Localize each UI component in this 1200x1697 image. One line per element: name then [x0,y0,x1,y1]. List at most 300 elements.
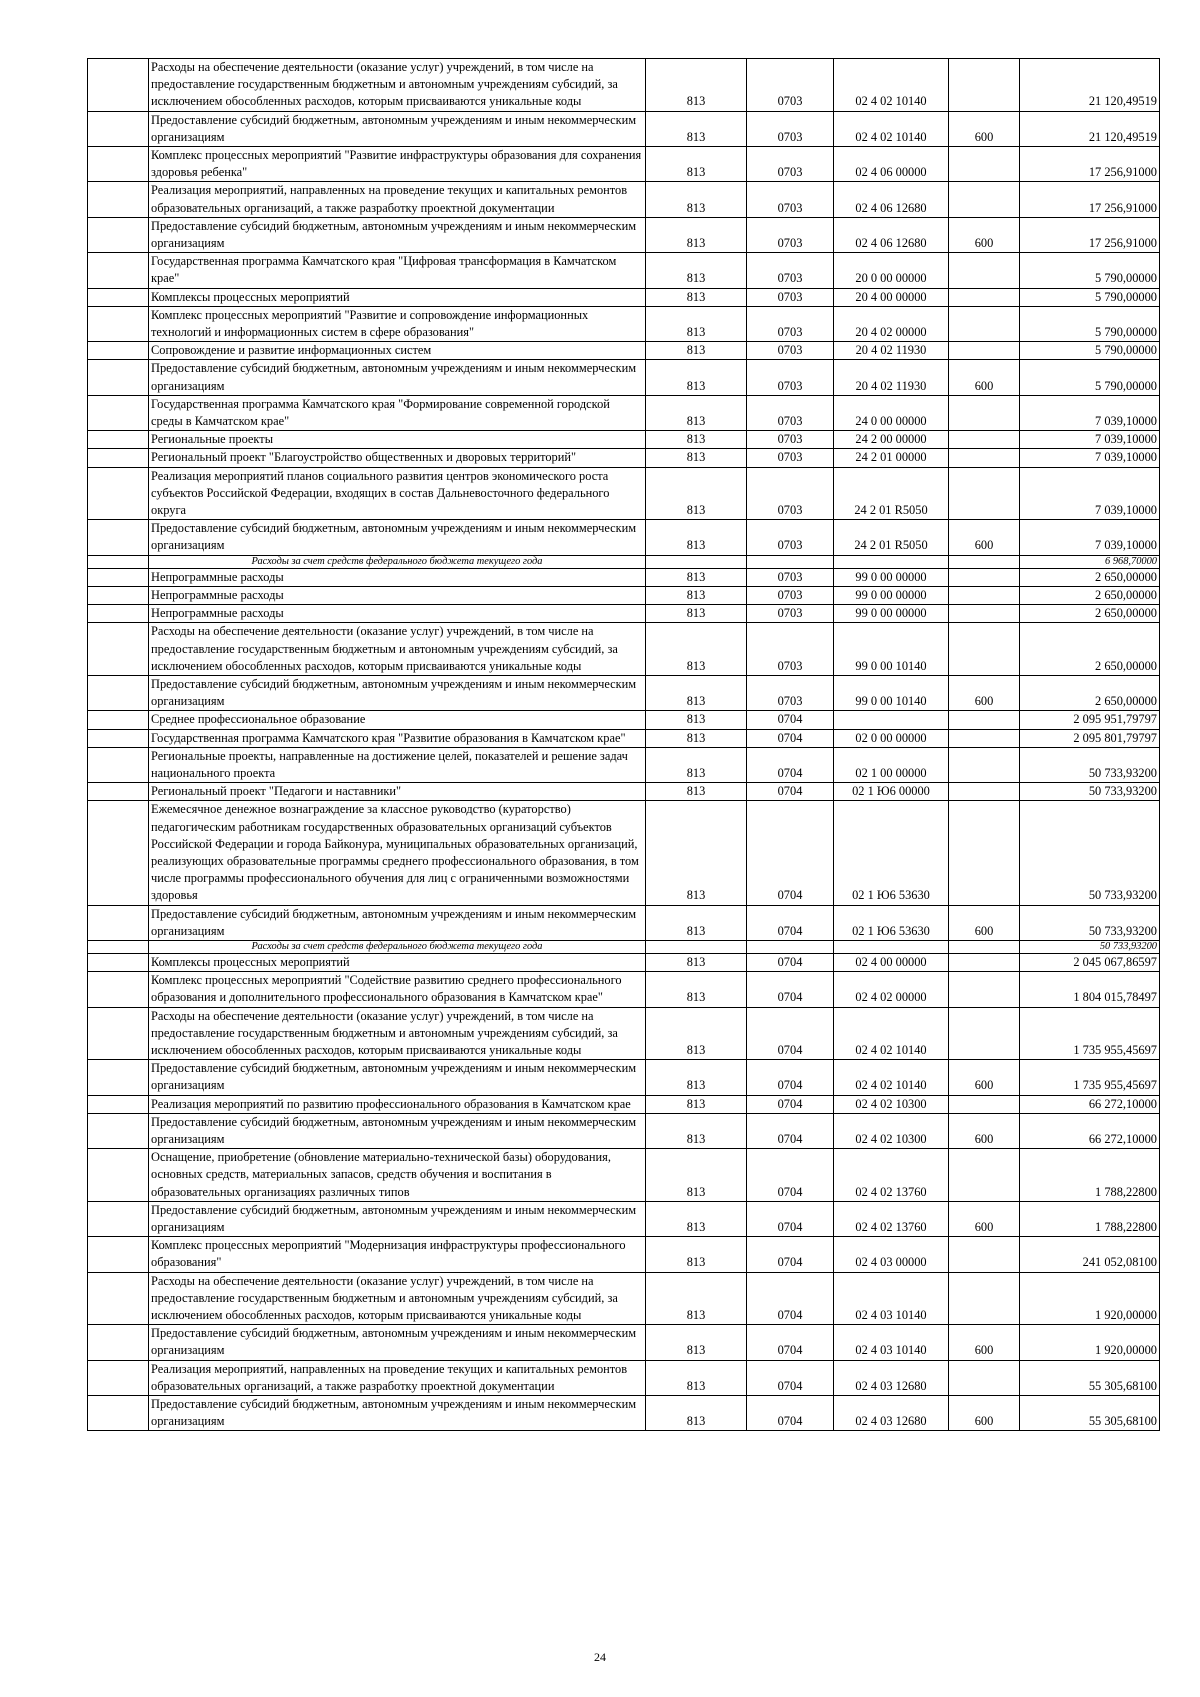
row-section-code-cell: 0704 [747,747,834,782]
row-admin-code-cell: 813 [646,801,747,905]
row-admin-code-cell: 813 [646,306,747,341]
row-admin-code-cell: 813 [646,520,747,555]
row-section-code-cell: 0703 [747,253,834,288]
row-admin-code-cell: 813 [646,395,747,430]
row-admin-code-cell: 813 [646,467,747,520]
row-amount-cell: 66 272,10000 [1020,1095,1160,1113]
table-row [88,360,1160,395]
table-row [88,711,1160,729]
row-target-code-cell: 24 2 01 R5050 [834,467,949,520]
row-expense-type-cell: 600 [949,111,1020,146]
row-name-cell: Предоставление субсидий бюджетным, автономным учреждениям и иным некоммерческим организациям [149,111,646,146]
row-target-code-cell: 02 4 03 12680 [834,1360,949,1395]
row-target-code-cell [834,555,949,568]
row-target-code-cell: 02 1 Ю6 53630 [834,801,949,905]
row-admin-code-cell [646,940,747,953]
row-name-cell: Комплекс процессных мероприятий "Развитие и сопровождение информационных технологий и информационных систем в сфере образования" [149,306,646,341]
row-section-code-cell: 0703 [747,147,834,182]
row-name-cell: Предоставление субсидий бюджетным, автономным учреждениям и иным некоммерческим организациям [149,1201,646,1236]
row-expense-type-cell [949,147,1020,182]
table-row [88,586,1160,604]
row-expense-type-cell [949,1095,1020,1113]
row-section-code-cell: 0703 [747,605,834,623]
row-blank-cell [88,59,149,112]
row-section-code-cell: 0704 [747,1237,834,1272]
row-admin-code-cell: 813 [646,1272,747,1325]
row-amount-cell: 1 735 955,45697 [1020,1060,1160,1095]
table-row [88,783,1160,801]
row-expense-type-cell [949,568,1020,586]
row-amount-cell: 7 039,10000 [1020,431,1160,449]
row-name-cell: Предоставление субсидий бюджетным, автономным учреждениям и иным некоммерческим организациям [149,217,646,252]
row-blank-cell [88,1060,149,1095]
row-blank-cell [88,253,149,288]
row-section-code-cell: 0703 [747,449,834,467]
table-row [88,953,1160,971]
row-amount-cell: 1 804 015,78497 [1020,972,1160,1007]
row-section-code-cell: 0703 [747,182,834,217]
table-row [88,568,1160,586]
row-section-code-cell: 0704 [747,801,834,905]
row-target-code-cell: 02 1 00 00000 [834,747,949,782]
row-expense-type-cell [949,940,1020,953]
row-admin-code-cell: 813 [646,449,747,467]
row-admin-code-cell: 813 [646,605,747,623]
row-target-code-cell: 99 0 00 00000 [834,586,949,604]
table-row [88,747,1160,782]
row-amount-cell: 50 733,93200 [1020,747,1160,782]
row-name-cell: Комплекс процессных мероприятий "Содействие развитию среднего профессионального образования и дополнительного профессионального образования в Камчатском крае" [149,972,646,1007]
row-section-code-cell: 0703 [747,59,834,112]
row-name-cell: Расходы за счет средств федерального бюджета текущего года [149,555,646,568]
row-blank-cell [88,306,149,341]
row-section-code-cell: 0704 [747,1149,834,1202]
row-name-cell: Предоставление субсидий бюджетным, автономным учреждениям и иным некоммерческим организациям [149,905,646,940]
row-amount-cell: 21 120,49519 [1020,111,1160,146]
row-name-cell: Государственная программа Камчатского края "Формирование современной городской среды в Камчатском крае" [149,395,646,430]
table-row [88,467,1160,520]
row-amount-cell: 17 256,91000 [1020,182,1160,217]
row-target-code-cell: 99 0 00 00000 [834,605,949,623]
row-blank-cell [88,449,149,467]
row-blank-cell [88,1360,149,1395]
row-admin-code-cell: 813 [646,1396,747,1431]
row-blank-cell [88,217,149,252]
row-blank-cell [88,1396,149,1431]
row-name-cell: Государственная программа Камчатского края "Развитие образования в Камчатском крае" [149,729,646,747]
row-amount-cell: 7 039,10000 [1020,467,1160,520]
row-expense-type-cell [949,729,1020,747]
row-section-code-cell: 0704 [747,729,834,747]
row-admin-code-cell: 813 [646,1113,747,1148]
row-admin-code-cell: 813 [646,253,747,288]
row-admin-code-cell: 813 [646,431,747,449]
row-expense-type-cell [949,467,1020,520]
row-amount-cell: 50 733,93200 [1020,801,1160,905]
row-name-cell: Непрограммные расходы [149,586,646,604]
row-name-cell: Среднее профессиональное образование [149,711,646,729]
row-section-code-cell: 0703 [747,111,834,146]
row-blank-cell [88,1149,149,1202]
table-row [88,182,1160,217]
row-admin-code-cell: 813 [646,360,747,395]
row-target-code-cell: 20 4 02 11930 [834,360,949,395]
row-amount-cell: 2 650,00000 [1020,586,1160,604]
row-name-cell: Реализация мероприятий по развитию профессионального образования в Камчатском крае [149,1095,646,1113]
federal-budget-note-row [88,555,1160,568]
row-amount-cell: 50 733,93200 [1020,905,1160,940]
row-name-cell: Реализация мероприятий, направленных на проведение текущих и капитальных ремонтов образовательных организаций, а также разработку проектной документации [149,1360,646,1395]
row-expense-type-cell [949,182,1020,217]
row-target-code-cell: 24 2 00 00000 [834,431,949,449]
row-blank-cell [88,342,149,360]
row-amount-cell: 1 735 955,45697 [1020,1007,1160,1060]
table-row [88,1201,1160,1236]
row-expense-type-cell: 600 [949,905,1020,940]
row-amount-cell: 1 788,22800 [1020,1201,1160,1236]
row-name-cell: Региональный проект "Педагоги и наставники" [149,783,646,801]
table-row [88,1007,1160,1060]
row-expense-type-cell [949,1149,1020,1202]
row-name-cell: Региональный проект "Благоустройство общественных и дворовых территорий" [149,449,646,467]
row-blank-cell [88,182,149,217]
row-target-code-cell: 02 1 Ю6 53630 [834,905,949,940]
row-admin-code-cell: 813 [646,953,747,971]
row-admin-code-cell: 813 [646,147,747,182]
row-name-cell: Комплекс процессных мероприятий "Развитие инфраструктуры образования для сохранения здоровья ребенка" [149,147,646,182]
row-section-code-cell: 0704 [747,905,834,940]
row-expense-type-cell [949,623,1020,676]
row-admin-code-cell: 813 [646,1237,747,1272]
row-target-code-cell: 24 2 01 00000 [834,449,949,467]
row-section-code-cell: 0703 [747,431,834,449]
row-amount-cell: 5 790,00000 [1020,288,1160,306]
row-section-code-cell: 0703 [747,306,834,341]
row-name-cell: Ежемесячное денежное вознаграждение за классное руководство (кураторство) педагогическим работникам государственных образовательных организаций субъектов Российской Федерации и города Байконура, муниципальных образовательных организаций, реализующих образовательные программы среднего профессионального образования, в том числе программы профессионального обучения для лиц с ограниченными возможностями здоровья [149,801,646,905]
row-expense-type-cell [949,449,1020,467]
row-amount-cell: 6 968,70000 [1020,555,1160,568]
table-row [88,1237,1160,1272]
row-target-code-cell: 02 4 03 10140 [834,1272,949,1325]
row-section-code-cell: 0703 [747,623,834,676]
row-amount-cell: 241 052,08100 [1020,1237,1160,1272]
row-target-code-cell: 20 4 00 00000 [834,288,949,306]
row-blank-cell [88,1325,149,1360]
row-name-cell: Предоставление субсидий бюджетным, автономным учреждениям и иным некоммерческим организациям [149,520,646,555]
row-expense-type-cell: 600 [949,1396,1020,1431]
row-admin-code-cell: 813 [646,747,747,782]
row-target-code-cell: 02 0 00 00000 [834,729,949,747]
row-blank-cell [88,675,149,710]
row-name-cell: Предоставление субсидий бюджетным, автономным учреждениям и иным некоммерческим организациям [149,1060,646,1095]
row-expense-type-cell [949,431,1020,449]
row-target-code-cell: 20 4 02 00000 [834,306,949,341]
row-section-code-cell: 0703 [747,395,834,430]
row-admin-code-cell: 813 [646,288,747,306]
row-amount-cell: 55 305,68100 [1020,1360,1160,1395]
row-admin-code-cell: 813 [646,711,747,729]
row-amount-cell: 55 305,68100 [1020,1396,1160,1431]
row-admin-code-cell: 813 [646,675,747,710]
row-admin-code-cell: 813 [646,729,747,747]
row-expense-type-cell [949,1237,1020,1272]
row-section-code-cell: 0703 [747,675,834,710]
row-expense-type-cell [949,342,1020,360]
row-amount-cell: 5 790,00000 [1020,306,1160,341]
row-section-code-cell: 0704 [747,1007,834,1060]
row-expense-type-cell [949,1360,1020,1395]
row-amount-cell: 2 650,00000 [1020,605,1160,623]
row-name-cell: Непрограммные расходы [149,568,646,586]
row-section-code-cell [747,940,834,953]
row-target-code-cell: 02 4 03 10140 [834,1325,949,1360]
row-section-code-cell: 0703 [747,467,834,520]
row-amount-cell: 66 272,10000 [1020,1113,1160,1148]
row-admin-code-cell: 813 [646,1007,747,1060]
row-amount-cell: 1 788,22800 [1020,1149,1160,1202]
table-row [88,1060,1160,1095]
row-target-code-cell: 02 4 02 10140 [834,1060,949,1095]
row-expense-type-cell: 600 [949,360,1020,395]
row-section-code-cell [747,555,834,568]
row-name-cell: Расходы на обеспечение деятельности (оказание услуг) учреждений, в том числе на предоставление государственным бюджетным и автономным учреждениям субсидий, за исключением обособленных расходов, которым присваиваются уникальные коды [149,623,646,676]
row-target-code-cell: 02 4 02 10300 [834,1113,949,1148]
row-blank-cell [88,623,149,676]
row-admin-code-cell: 813 [646,342,747,360]
row-section-code-cell: 0704 [747,783,834,801]
row-amount-cell: 17 256,91000 [1020,147,1160,182]
row-expense-type-cell [949,1272,1020,1325]
row-amount-cell: 50 733,93200 [1020,783,1160,801]
table-row [88,972,1160,1007]
row-target-code-cell: 02 4 02 00000 [834,972,949,1007]
row-blank-cell [88,360,149,395]
row-expense-type-cell [949,253,1020,288]
row-blank-cell [88,555,149,568]
row-name-cell: Расходы на обеспечение деятельности (оказание услуг) учреждений, в том числе на предоставление государственным бюджетным и автономным учреждениям субсидий, за исключением обособленных расходов, которым присваиваются уникальные коды [149,1272,646,1325]
row-section-code-cell: 0704 [747,1360,834,1395]
row-expense-type-cell [949,605,1020,623]
row-target-code-cell [834,940,949,953]
row-admin-code-cell: 813 [646,217,747,252]
row-amount-cell: 21 120,49519 [1020,59,1160,112]
row-blank-cell [88,801,149,905]
row-amount-cell: 1 920,00000 [1020,1272,1160,1325]
row-name-cell: Непрограммные расходы [149,605,646,623]
row-section-code-cell: 0704 [747,711,834,729]
row-expense-type-cell [949,555,1020,568]
row-name-cell: Предоставление субсидий бюджетным, автономным учреждениям и иным некоммерческим организациям [149,675,646,710]
row-admin-code-cell: 813 [646,1201,747,1236]
row-blank-cell [88,586,149,604]
row-section-code-cell: 0703 [747,342,834,360]
row-blank-cell [88,711,149,729]
row-name-cell: Оснащение, приобретение (обновление материально-технической базы) оборудования, основных средств, материальных запасов, средств обучения и воспитания в образовательных организациях различных типов [149,1149,646,1202]
table-row [88,1095,1160,1113]
row-expense-type-cell [949,1007,1020,1060]
row-admin-code-cell: 813 [646,1095,747,1113]
row-amount-cell: 5 790,00000 [1020,253,1160,288]
row-name-cell: Комплекс процессных мероприятий "Модернизация инфраструктуры профессионального образования" [149,1237,646,1272]
row-target-code-cell: 02 4 03 12680 [834,1396,949,1431]
row-name-cell: Реализация мероприятий планов социального развития центров экономического роста субъектов Российской Федерации, входящих в состав Дальневосточного федерального округа [149,467,646,520]
row-target-code-cell: 24 2 01 R5050 [834,520,949,555]
row-amount-cell: 2 650,00000 [1020,675,1160,710]
table-row [88,675,1160,710]
row-blank-cell [88,1095,149,1113]
row-blank-cell [88,783,149,801]
row-admin-code-cell: 813 [646,182,747,217]
row-blank-cell [88,605,149,623]
budget-sheet [87,58,1157,1431]
row-amount-cell: 2 095 801,79797 [1020,729,1160,747]
row-section-code-cell: 0703 [747,217,834,252]
row-target-code-cell: 02 4 00 00000 [834,953,949,971]
row-expense-type-cell [949,59,1020,112]
row-blank-cell [88,1113,149,1148]
row-target-code-cell: 20 0 00 00000 [834,253,949,288]
row-amount-cell: 2 045 067,86597 [1020,953,1160,971]
table-row [88,1396,1160,1431]
table-row [88,147,1160,182]
row-name-cell: Региональные проекты [149,431,646,449]
row-name-cell: Сопровождение и развитие информационных систем [149,342,646,360]
row-admin-code-cell: 813 [646,111,747,146]
row-admin-code-cell: 813 [646,623,747,676]
row-admin-code-cell [646,555,747,568]
row-expense-type-cell [949,801,1020,905]
table-row [88,395,1160,430]
table-row [88,449,1160,467]
row-blank-cell [88,972,149,1007]
row-amount-cell: 2 650,00000 [1020,568,1160,586]
row-amount-cell: 7 039,10000 [1020,520,1160,555]
row-blank-cell [88,1237,149,1272]
row-name-cell: Предоставление субсидий бюджетным, автономным учреждениям и иным некоммерческим организациям [149,1325,646,1360]
row-blank-cell [88,288,149,306]
row-target-code-cell: 02 1 Ю6 00000 [834,783,949,801]
row-target-code-cell: 99 0 00 10140 [834,675,949,710]
row-section-code-cell: 0704 [747,1113,834,1148]
row-section-code-cell: 0704 [747,1325,834,1360]
table-row [88,623,1160,676]
row-admin-code-cell: 813 [646,1325,747,1360]
row-target-code-cell: 02 4 03 00000 [834,1237,949,1272]
row-section-code-cell: 0703 [747,288,834,306]
row-section-code-cell: 0704 [747,1060,834,1095]
row-target-code-cell: 02 4 02 10140 [834,1007,949,1060]
row-admin-code-cell: 813 [646,1060,747,1095]
row-section-code-cell: 0704 [747,1201,834,1236]
row-amount-cell: 1 920,00000 [1020,1325,1160,1360]
row-target-code-cell [834,711,949,729]
row-section-code-cell: 0704 [747,953,834,971]
row-target-code-cell: 02 4 06 12680 [834,182,949,217]
row-expense-type-cell: 600 [949,1325,1020,1360]
row-name-cell: Государственная программа Камчатского края "Цифровая трансформация в Камчатском крае" [149,253,646,288]
table-row [88,217,1160,252]
row-name-cell: Предоставление субсидий бюджетным, автономным учреждениям и иным некоммерческим организациям [149,360,646,395]
table-row [88,59,1160,112]
table-row [88,1113,1160,1148]
row-amount-cell: 2 095 951,79797 [1020,711,1160,729]
row-expense-type-cell: 600 [949,1060,1020,1095]
row-expense-type-cell [949,953,1020,971]
row-target-code-cell: 99 0 00 10140 [834,623,949,676]
budget-table-body [88,59,1160,1431]
row-amount-cell: 7 039,10000 [1020,449,1160,467]
table-row [88,111,1160,146]
row-blank-cell [88,747,149,782]
row-admin-code-cell: 813 [646,1149,747,1202]
row-amount-cell: 7 039,10000 [1020,395,1160,430]
row-target-code-cell: 24 0 00 00000 [834,395,949,430]
row-admin-code-cell: 813 [646,783,747,801]
row-blank-cell [88,111,149,146]
table-row [88,905,1160,940]
row-amount-cell: 5 790,00000 [1020,342,1160,360]
table-row [88,1360,1160,1395]
row-admin-code-cell: 813 [646,905,747,940]
row-expense-type-cell [949,288,1020,306]
row-name-cell: Региональные проекты, направленные на достижение целей, показателей и решение задач национального проекта [149,747,646,782]
row-expense-type-cell [949,747,1020,782]
row-admin-code-cell: 813 [646,1360,747,1395]
row-expense-type-cell [949,972,1020,1007]
row-section-code-cell: 0703 [747,568,834,586]
table-row [88,520,1160,555]
row-blank-cell [88,1007,149,1060]
row-name-cell: Расходы на обеспечение деятельности (оказание услуг) учреждений, в том числе на предоставление государственным бюджетным и автономным учреждениям субсидий, за исключением обособленных расходов, которым присваиваются уникальные коды [149,1007,646,1060]
row-target-code-cell: 02 4 02 10300 [834,1095,949,1113]
row-section-code-cell: 0703 [747,586,834,604]
row-amount-cell: 2 650,00000 [1020,623,1160,676]
row-expense-type-cell: 600 [949,675,1020,710]
table-row [88,1325,1160,1360]
row-section-code-cell: 0704 [747,1396,834,1431]
row-target-code-cell: 20 4 02 11930 [834,342,949,360]
row-admin-code-cell: 813 [646,972,747,1007]
row-expense-type-cell: 600 [949,217,1020,252]
table-row [88,729,1160,747]
row-section-code-cell: 0704 [747,972,834,1007]
table-row [88,288,1160,306]
row-expense-type-cell: 600 [949,520,1020,555]
row-blank-cell [88,905,149,940]
row-blank-cell [88,729,149,747]
row-blank-cell [88,147,149,182]
table-row [88,801,1160,905]
row-blank-cell [88,1272,149,1325]
page-number: 24 [594,1650,606,1664]
row-expense-type-cell [949,711,1020,729]
row-name-cell: Предоставление субсидий бюджетным, автономным учреждениям и иным некоммерческим организациям [149,1396,646,1431]
row-admin-code-cell: 813 [646,568,747,586]
table-row [88,1149,1160,1202]
row-section-code-cell: 0704 [747,1272,834,1325]
row-expense-type-cell [949,783,1020,801]
row-expense-type-cell: 600 [949,1113,1020,1148]
row-name-cell: Расходы на обеспечение деятельности (оказание услуг) учреждений, в том числе на предоставление государственным бюджетным и автономным учреждениям субсидий, за исключением обособленных расходов, которым присваиваются уникальные коды [149,59,646,112]
row-section-code-cell: 0703 [747,360,834,395]
row-section-code-cell: 0704 [747,1095,834,1113]
row-target-code-cell: 99 0 00 00000 [834,568,949,586]
row-blank-cell [88,520,149,555]
row-blank-cell [88,395,149,430]
row-blank-cell [88,940,149,953]
row-expense-type-cell [949,395,1020,430]
row-expense-type-cell [949,306,1020,341]
